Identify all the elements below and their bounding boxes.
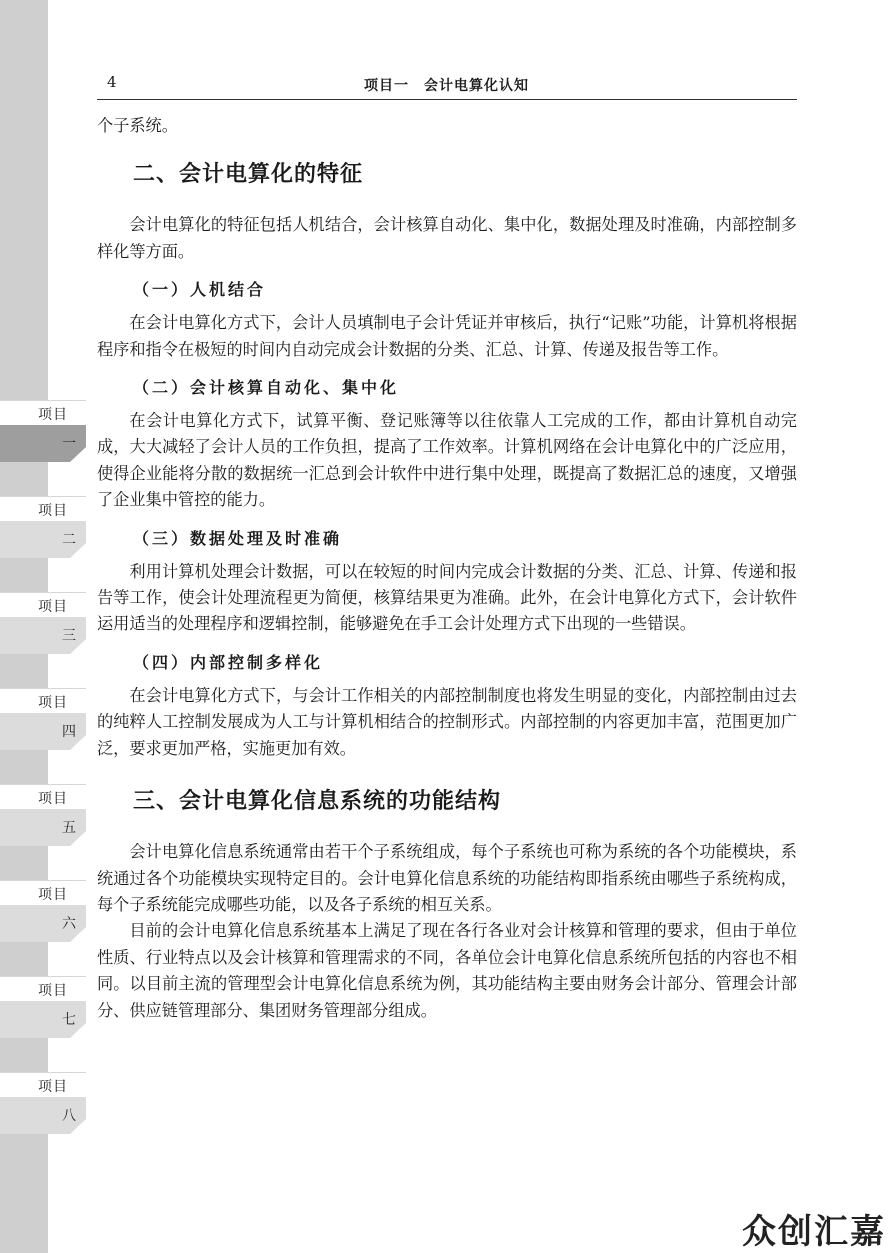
paragraph: 在会计电算化方式下，试算平衡、登记账簿等以往依靠人工完成的工作，都由计算机自动完成，大大减轻了会计人员的工作负担，提高了工作效率。计算机网络在会计电算化中的广泛应用，使得企业能将分散的数据统一汇总到会计软件中进行集中处理，既提高了数据汇总的速度，又增强了企业集中管控的能力。 (97, 411, 797, 510)
paragraph: 会计电算化信息系统通常由若干个子系统组成，每个子系统也可称为系统的各个功能模块，系统通过各个功能模块实现特定目的。会计电算化信息系统的功能结构即指系统由哪些子系统构成，每个子系统能完成哪些功能，以及各子系统的相互关系。 (97, 842, 797, 914)
page-header (97, 73, 797, 100)
side-tab-project-4[interactable] (0, 688, 86, 750)
page-number: 4 (107, 73, 117, 91)
paragraph: 在会计电算化方式下，与会计工作相关的内部控制制度也将发生明显的变化，内部控制由过去的纯粹人工控制发展成为人工与计算机相结合的控制形式。内部控制的内容更加丰富，范围更加广泛，要求更加严格，实施更加有效。 (97, 685, 797, 758)
side-tab-project-8[interactable] (0, 1072, 86, 1134)
side-tab-label: 项目 (38, 407, 68, 423)
side-tab-label: 项目 (38, 503, 68, 519)
watermark-logo: 众创汇嘉 (742, 1212, 886, 1252)
paragraph: 目前的会计电算化信息系统基本上满足了现在各行各业对会计核算和管理的要求，但由于单位性质、行业特点以及会计核算和管理需求的不同，各单位会计电算化信息系统所包括的内容也不相同。以目前主流的管理型会计电算化信息系统为例，其功能结构主要由财务会计部分、管理会计部分、供应链管理部分、集团财务管理部分组成。 (97, 921, 797, 1020)
side-tab-number: 一 (62, 436, 76, 452)
side-tab-label: 项目 (38, 695, 68, 711)
side-tab-project-3[interactable] (0, 592, 86, 654)
side-tab-project-2[interactable] (0, 496, 86, 558)
side-tab-label: 项目 (38, 791, 68, 807)
subsection-heading: （四）内部控制多样化 (133, 652, 324, 672)
side-tab-project-5[interactable] (0, 784, 86, 846)
side-tab-number: 七 (62, 1012, 76, 1028)
subsection-heading: （三）数据处理及时准确 (133, 528, 343, 548)
side-tab-number: 四 (62, 724, 76, 740)
side-tab-number: 三 (62, 628, 76, 644)
subsection-heading: （二）会计核算自动化、集中化 (133, 378, 400, 398)
side-tab-label: 项目 (38, 1079, 68, 1095)
side-tab-number: 五 (62, 820, 76, 836)
side-tab-project-7[interactable] (0, 976, 86, 1038)
side-tab-label: 项目 (38, 983, 68, 999)
side-tab-project-6[interactable] (0, 880, 86, 942)
section-heading: 三、会计电算化信息系统的功能结构 (133, 789, 502, 815)
section-heading: 二、会计电算化的特征 (133, 162, 364, 188)
running-title: 项目一 会计电算化认知 (364, 78, 529, 94)
side-tab-label: 项目 (38, 599, 68, 615)
paragraph: 在会计电算化方式下，会计人员填制电子会计凭证并审核后，执行“记账”功能，计算机将根据程序和指令在极短的时间内自动完成会计数据的分类、汇总、计算、传递及报告等工作。 (97, 313, 797, 359)
side-tab-number: 八 (62, 1108, 76, 1124)
side-tab-number: 二 (62, 532, 76, 548)
paragraph: 利用计算机处理会计数据，可以在较短的时间内完成会计数据的分类、汇总、计算、传递和报告等工作，使会计处理流程更为简便，核算结果更为准确。此外，在会计电算化方式下，会计软件运用适当的处理程序和逻辑控制，能够避免在手工会计处理方式下出现的一些错误。 (97, 561, 797, 634)
subsection-heading: （一）人机结合 (133, 280, 267, 300)
side-tab-number: 六 (62, 916, 76, 932)
side-tab-label: 项目 (38, 887, 68, 903)
side-tab-project-1[interactable] (0, 400, 86, 462)
paragraph: 会计电算化的特征包括人机结合，会计核算自动化、集中化，数据处理及时准确，内部控制多样化等方面。 (97, 215, 797, 261)
page-body (97, 113, 797, 1024)
paragraph: 个子系统。 (97, 116, 178, 135)
